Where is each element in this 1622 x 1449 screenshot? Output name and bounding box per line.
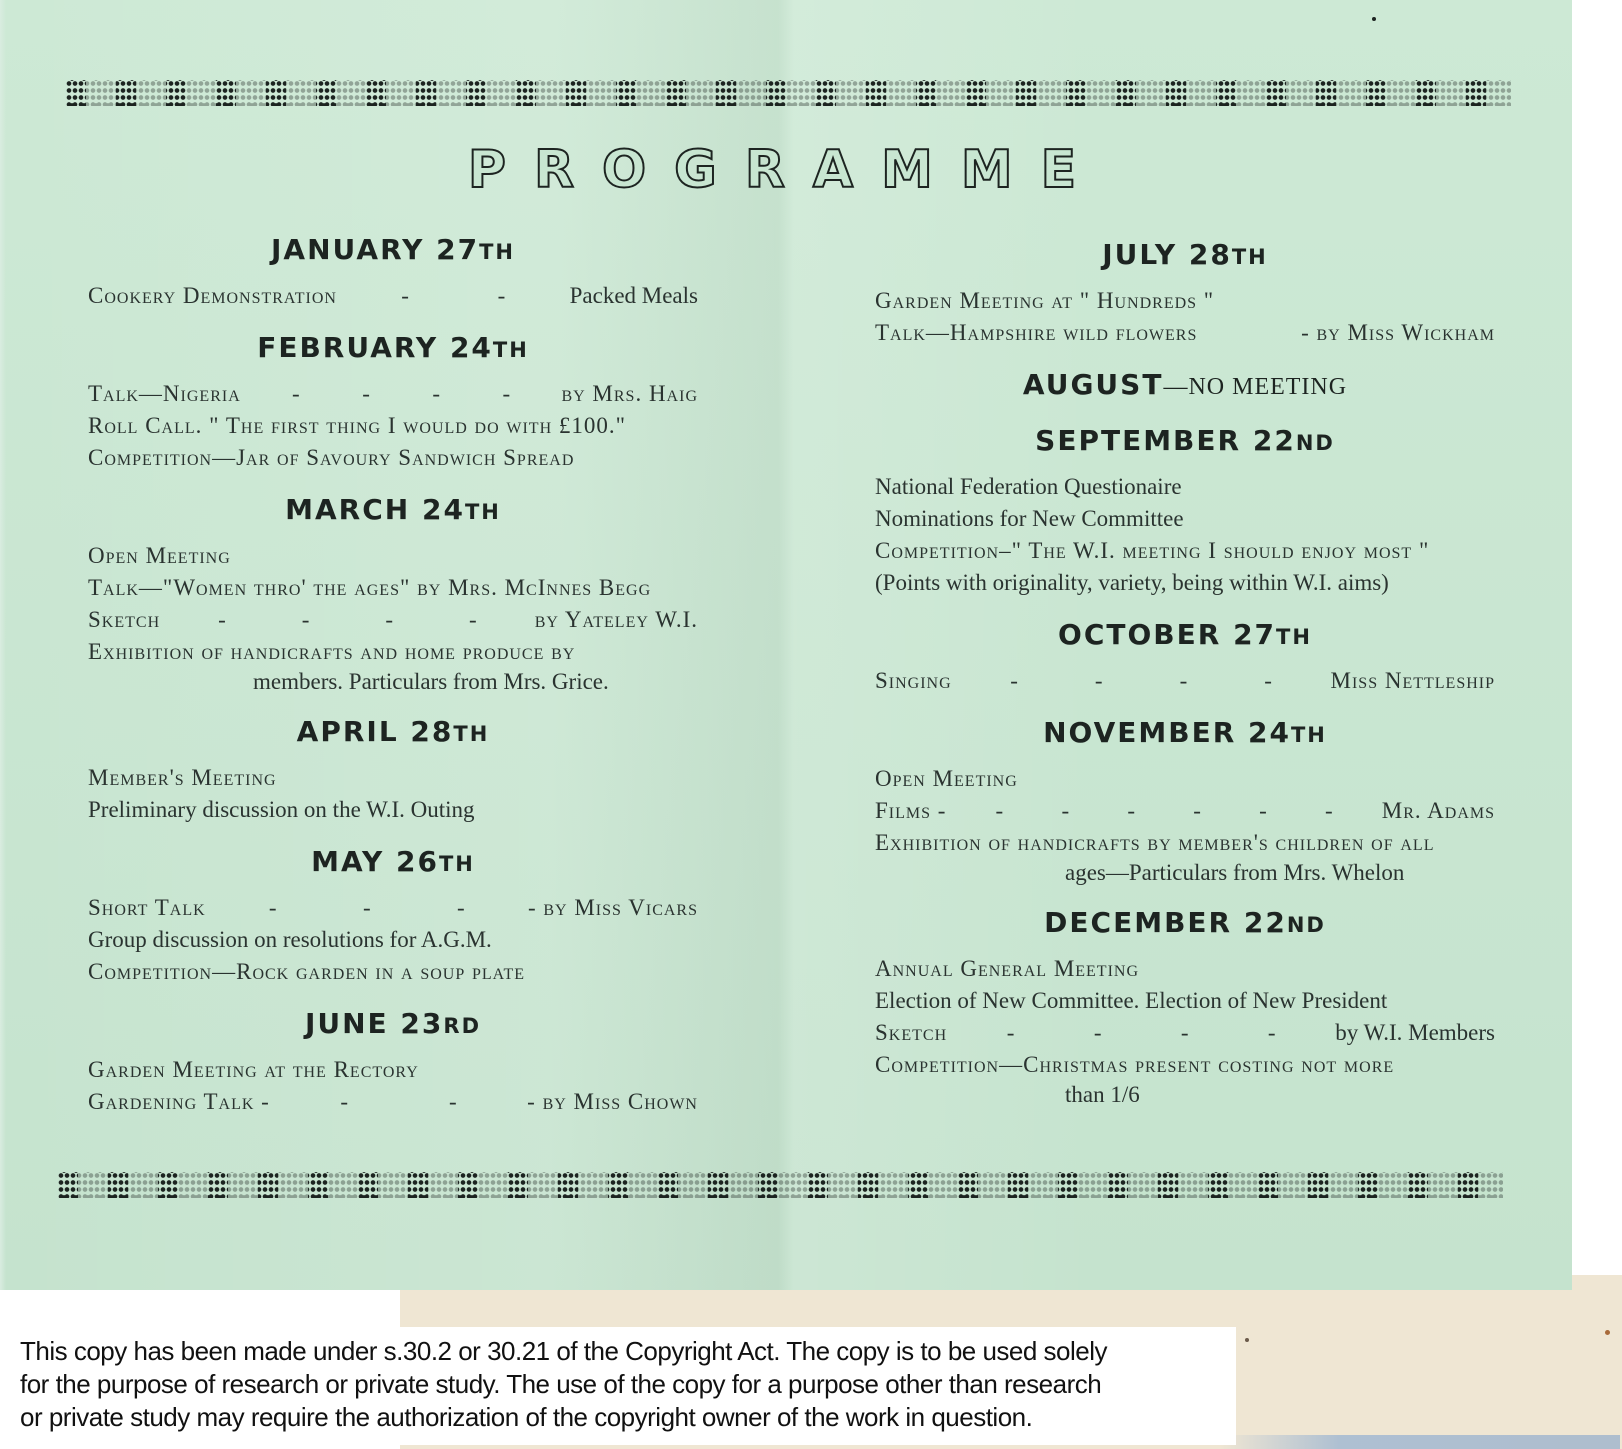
entry-row: Election of New Committee. Election of New President [875,988,1388,1013]
entry-row: Singing - - - - Miss Nettleship [875,668,1495,693]
entry-row: Nominations for New Committee [875,506,1184,531]
entry-row: Competition—Christmas present costing not more [875,1052,1395,1077]
month-heading-february: FEBRUARY 24TH [257,331,529,364]
entry-row: Cookery Demonstration - - Packed Meals [88,283,698,308]
copyright-line: This copy has been made under s.30.2 or 30.21 of the Copyright Act. The copy is to be used solely [20,1336,1108,1366]
entry-row: than 1/6 [1065,1082,1140,1107]
right-column [875,237,1495,1109]
entry-row: ages—Particulars from Mrs. Whelon [1065,860,1405,885]
decorative-border-top [66,80,1511,106]
decorative-border-bottom [58,1172,1503,1198]
month-heading-september: SEPTEMBER 22ND [1035,424,1335,457]
month-heading-october: OCTOBER 27TH [1058,618,1312,651]
entry-row: Exhibition of handicrafts by member's children of all [875,830,1435,855]
entry-row: Open Meeting [88,543,231,568]
month-heading-december: DECEMBER 22ND [1044,906,1326,939]
paper-speck [1605,1330,1610,1335]
entry-row: Gardening Talk - - - - by Miss Chown [88,1089,698,1114]
entry-row: members. Particulars from Mrs. Grice. [253,669,609,694]
month-heading-june: JUNE 23RD [304,1007,482,1040]
month-heading-august: AUGUST—NO MEETING [1022,368,1348,401]
entry-row: Sketch - - - - by W.I. Members [875,1020,1495,1045]
entry-row: Group discussion on resolutions for A.G.M. [88,927,492,952]
ink-dot [1372,17,1376,21]
entry-row: Films - - - - - - - Mr. Adams [875,798,1495,823]
month-heading-march: MARCH 24TH [285,493,501,526]
entry-row: Roll Call. " The first thing I would do with £100." [88,413,627,438]
entry-row: Short Talk - - - - by Miss Vicars [88,895,698,920]
page-title: PROGRAMME [467,140,1105,200]
entry-row: Talk—Nigeria - - - - by Mrs. Haig [88,381,698,406]
entry-row: Talk—Hampshire wild flowers - by Miss Wickham [875,320,1495,345]
entry-row: Member's Meeting [88,765,277,790]
paper-speck [1245,1338,1249,1342]
month-heading-april: APRIL 28TH [296,715,490,748]
entry-row: Exhibition of handicrafts and home produce by [88,639,576,664]
entry-row: Open Meeting [875,766,1018,791]
month-heading-may: MAY 26TH [311,845,475,878]
copyright-line: or private study may require the authorization of the copyright owner of the work in question. [20,1402,1033,1432]
entry-row: Annual General Meeting [875,956,1140,981]
entry-row: Preliminary discussion on the W.I. Outing [88,797,475,822]
entry-row: Sketch - - - - by Yateley W.I. [88,607,698,632]
month-heading-july: JULY 28TH [1102,238,1268,271]
entry-row: Competition—Rock garden in a soup plate [88,959,525,984]
copyright-line: for the purpose of research or private study. The use of the copy for a purpose other than research [20,1369,1102,1399]
month-heading-january: JANUARY 27TH [271,233,515,266]
copyright-text [20,1335,1235,1434]
left-column [88,232,698,1118]
ink-smudge [1220,1435,1620,1449]
entry-row: Talk—"Women thro' the ages" by Mrs. McInnes Begg [88,575,652,600]
entry-row: Competition–" The W.I. meeting I should enjoy most " [875,538,1430,563]
entry-row: Garden Meeting at the Rectory [88,1057,419,1082]
entry-row: (Points with originality, variety, being within W.I. aims) [875,570,1389,595]
copyright-notice [8,1327,1236,1445]
entry-row: Garden Meeting at " Hundreds " [875,288,1215,313]
entry-row: Competition—Jar of Savoury Sandwich Spread [88,445,575,470]
month-heading-november: NOVEMBER 24TH [1043,716,1327,749]
entry-row: National Federation Questionaire [875,474,1182,499]
